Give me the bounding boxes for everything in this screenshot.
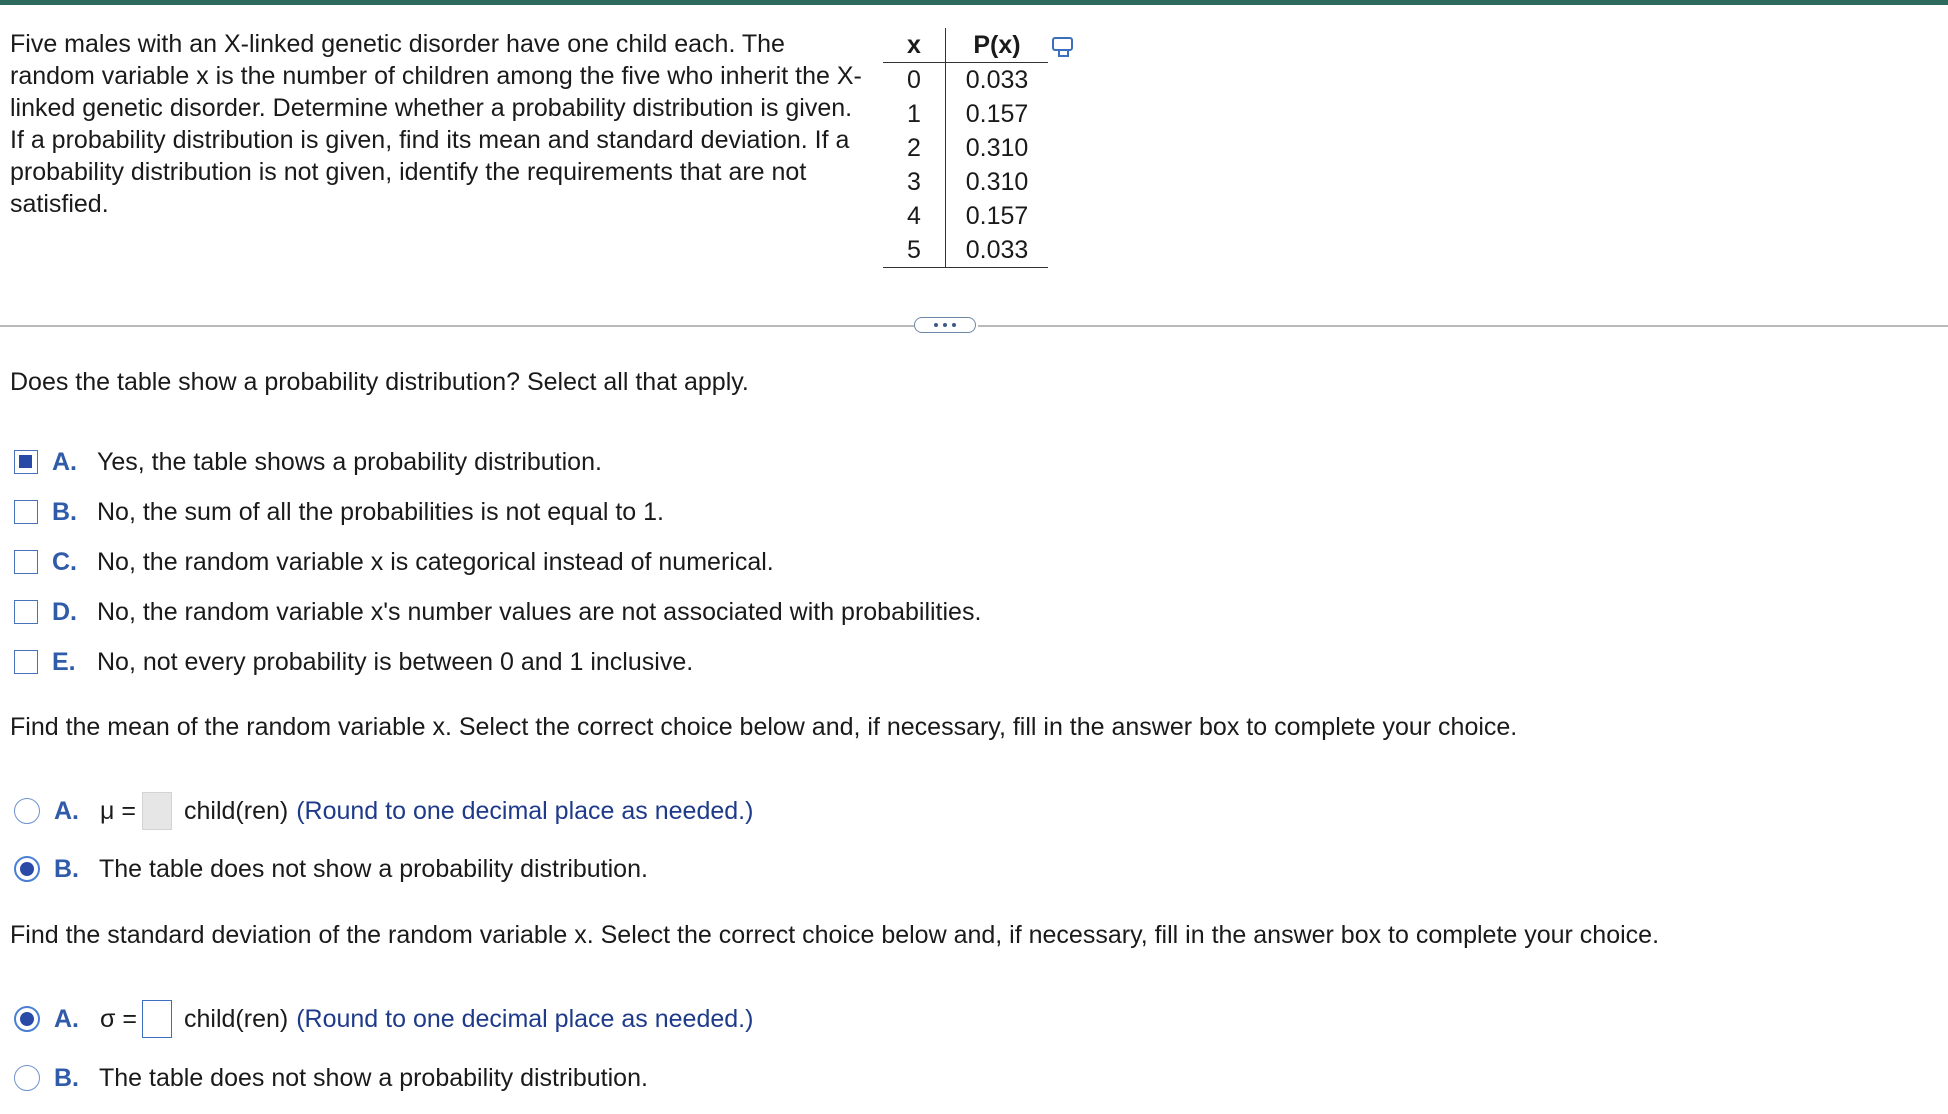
radio-b[interactable] [14,856,40,882]
unit-label: child(ren) [184,1004,289,1033]
option-letter: C. [52,547,77,576]
table-cell-x: 2 [883,131,946,165]
option-text: No, not every probability is between 0 and 1 inclusive. [97,647,694,676]
option-letter: E. [52,647,76,676]
table-header-x: x [883,28,946,63]
table-row [883,199,1048,233]
radio-a[interactable] [14,798,40,824]
table-row [883,131,1048,165]
table-cell-p: 0.033 [946,233,1049,268]
q1-option-a[interactable] [14,445,602,479]
option-text: No, the random variable x is categorical instead of numerical. [97,547,774,576]
q1-option-e[interactable] [14,645,693,679]
unit-label: child(ren) [184,796,289,825]
option-letter: A. [54,1004,79,1033]
table-row [883,165,1048,199]
option-text: No, the sum of all the probabilities is not equal to 1. [97,497,664,526]
option-letter: B. [52,497,77,526]
checkbox-a[interactable] [14,450,38,474]
section-divider [0,325,914,327]
checkbox-b[interactable] [14,500,38,524]
checkbox-e[interactable] [14,650,38,674]
option-text: The table does not show a probability distribution. [99,1063,648,1092]
mean-symbol: μ = [100,796,136,825]
q1-option-d[interactable] [14,595,981,629]
copy-table-icon[interactable] [1050,34,1076,60]
probability-table [883,28,1048,268]
checkbox-c[interactable] [14,550,38,574]
option-letter: B. [54,1063,79,1092]
table-cell-x: 4 [883,199,946,233]
mean-answer-box[interactable] [142,792,172,830]
option-letter: A. [52,447,77,476]
checkbox-d[interactable] [14,600,38,624]
table-row [883,233,1048,268]
table-cell-p: 0.157 [965,201,1029,230]
rounding-hint: (Round to one decimal place as needed.) [296,1004,754,1033]
q2-prompt: Find the mean of the random variable x. Select the correct choice below and, if necessary, fill in the answer box to complete your choice. [10,713,1518,741]
option-text: Yes, the table shows a probability distribution. [97,447,602,476]
option-text: No, the random variable x's number values are not associated with probabilities. [97,597,982,626]
table-cell-p: 0.157 [965,99,1029,128]
option-letter: B. [54,854,79,883]
table-cell-x: 3 [883,165,946,199]
option-letter: D. [52,597,77,626]
table-cell-p: 0.310 [965,167,1029,196]
table-cell-x: 5 [883,233,946,268]
table-cell-p: 0.033 [965,65,1029,94]
sd-answer-box[interactable] [142,1000,172,1038]
table-row [883,97,1048,131]
more-options-icon[interactable] [914,317,976,333]
radio-b[interactable] [14,1065,40,1091]
q3-option-b[interactable] [14,1061,648,1095]
rounding-hint: (Round to one decimal place as needed.) [296,796,754,825]
table-cell-x: 1 [883,97,946,131]
table-cell-x: 0 [883,63,946,98]
table-cell-p: 0.310 [965,133,1029,162]
table-header-px: P(x) [946,28,1049,63]
q1-prompt: Does the table show a probability distribution? Select all that apply. [10,368,749,396]
top-bar [0,0,1948,5]
q2-option-b[interactable] [14,852,648,886]
sd-symbol: σ = [100,1004,137,1033]
section-divider [978,325,1948,327]
q1-option-b[interactable] [14,495,664,529]
radio-a[interactable] [14,1006,40,1032]
q2-option-a[interactable] [14,794,753,828]
table-row [883,63,1048,98]
q1-option-c[interactable] [14,545,774,579]
option-letter: A. [54,796,79,825]
problem-statement: Five males with an X-linked genetic disorder have one child each. The random variable x is the number of children among the five who inherit the X-linked genetic disorder. Determine whether a probability distribution is given. If a probability distribution is given, find its mean and standard deviation. If a probability distribution is not given, identify the requirements that are not satisfied. [10,30,862,218]
q3-prompt: Find the standard deviation of the random variable x. Select the correct choice below and, if necessary, fill in the answer box to complete your choice. [10,921,1660,949]
option-text: The table does not show a probability distribution. [99,854,648,883]
q3-option-a[interactable] [14,1002,753,1036]
